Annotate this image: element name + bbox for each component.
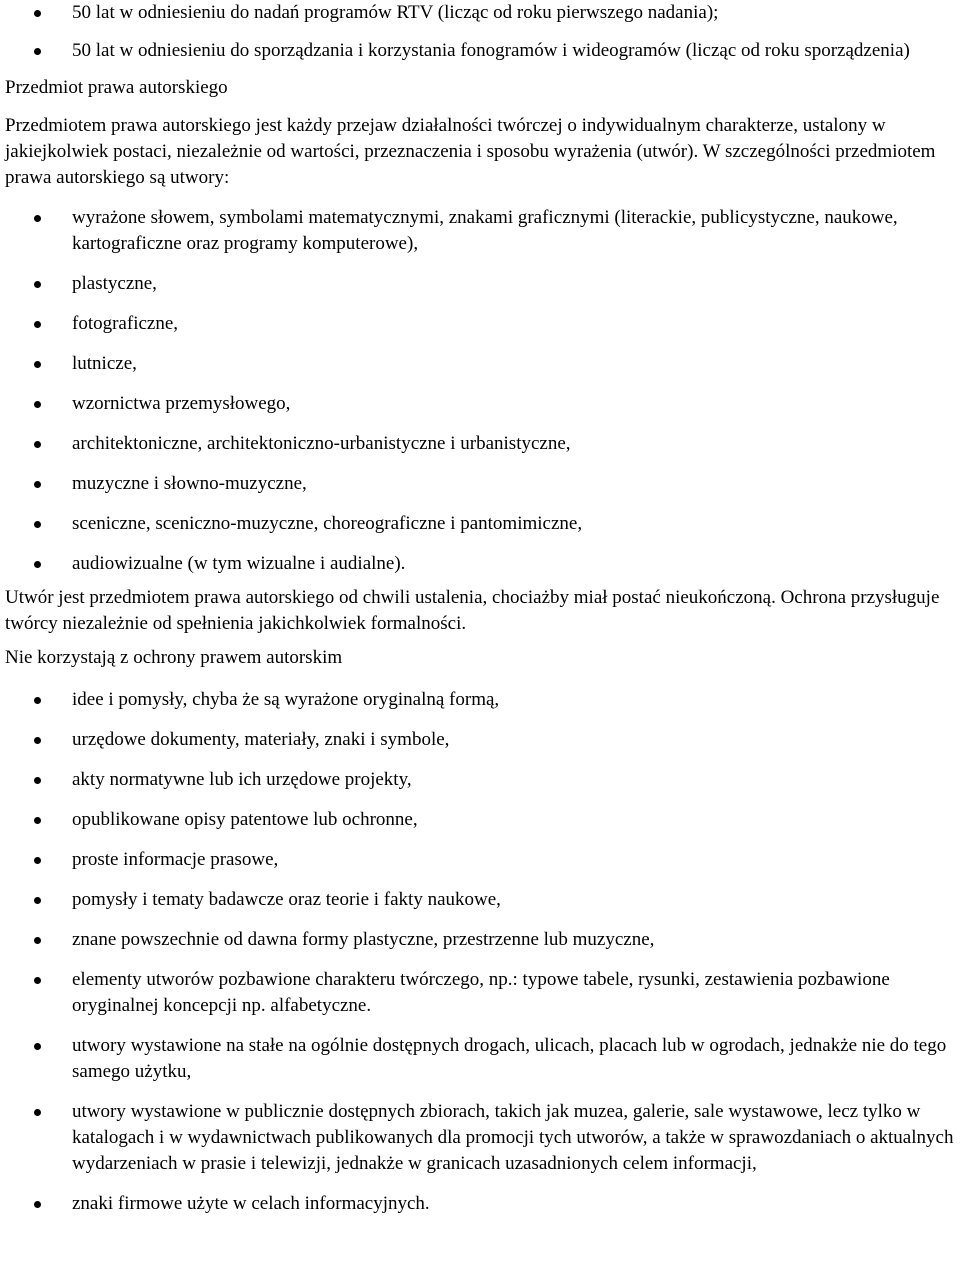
list-item-text: fotograficzne, [72,313,179,334]
list-item [0,0,960,26]
list-item-text: wzornictwa przemysłowego, [72,393,291,414]
list-item-text: sceniczne, sceniczno-muzyczne, choreograficzne i pantomimiczne, [72,513,583,534]
bullet-icon [34,817,41,824]
list-item [0,391,960,417]
bullet-icon [34,697,41,704]
list-item [0,767,960,793]
list-item-text: lutnicze, [72,353,137,374]
bullet-icon [34,561,41,568]
list-item-text: muzyczne i słowno-muzyczne, [72,473,307,494]
list-item-text: wyrażone słowem, symbolami matematycznymi, znakami graficznymi (literackie, publicystyczne, naukowe, kartograficzne oraz programy komputerowe), [72,207,898,254]
list-item [0,38,960,64]
bullet-icon [34,361,41,368]
bullet-icon [34,481,41,488]
list-item-text: urzędowe dokumenty, materiały, znaki i symbole, [72,729,450,750]
retention-periods-list [0,0,960,64]
list-item [0,351,960,377]
section-heading-excluded: Nie korzystają z ochrony prawem autorskim [5,647,343,668]
list-item [0,1099,960,1177]
list-item [0,807,960,833]
bullet-icon [34,977,41,984]
list-item [0,431,960,457]
bullet-icon [34,1109,41,1116]
list-item [0,551,960,577]
list-item [0,887,960,913]
bullet-icon [34,10,41,17]
list-item-text: architektoniczne, architektoniczno-urbanistyczne i urbanistyczne, [72,433,571,454]
works-list [0,205,960,577]
list-item [0,471,960,497]
list-item-text: elementy utworów pozbawione charakteru twórczego, np.: typowe tabele, rysunki, zestawienia pozbawione oryginalnej koncepcji np. alfabetyczne. [72,969,890,1016]
list-item [0,271,960,297]
bullet-icon [34,401,41,408]
list-item [0,1191,960,1217]
section-heading-subject: Przedmiot prawa autorskiego [5,77,228,98]
bullet-icon [34,777,41,784]
list-item [0,727,960,753]
paragraph-subject: Przedmiotem prawa autorskiego jest każdy przejaw działalności twórczej o indywidualnym charakterze, ustalony w jakiejkolwiek postaci, niezależnie od wartości, przeznaczenia i sposobu wyrażenia (utwór). W szczególności przedmiotem prawa autorskiego są utwory: [5,115,936,188]
list-item-text: akty normatywne lub ich urzędowe projekty, [72,769,412,790]
bullet-icon [34,937,41,944]
list-item-text: audiowizualne (w tym wizualne i audialne). [72,553,406,574]
bullet-icon [34,737,41,744]
list-item [0,1033,960,1085]
list-item-text: znaki firmowe użyte w celach informacyjnych. [72,1193,430,1214]
list-item [0,511,960,537]
list-item [0,687,960,713]
bullet-icon [34,215,41,222]
bullet-icon [34,441,41,448]
bullet-icon [34,1043,41,1050]
list-item [0,967,960,1019]
bullet-icon [34,321,41,328]
list-item-text: pomysły i tematy badawcze oraz teorie i fakty naukowe, [72,889,501,910]
paragraph-protection: Utwór jest przedmiotem prawa autorskiego od chwili ustalenia, chociażby miał postać nieukończoną. Ochrona przysługuje twórcy niezależnie od spełnienia jakichkolwiek formalności. [5,587,940,634]
bullet-icon [34,897,41,904]
list-item [0,847,960,873]
bullet-icon [34,281,41,288]
list-item-text: 50 lat w odniesieniu do nadań programów RTV (licząc od roku pierwszego nadania); [72,2,719,23]
list-item-text: utwory wystawione w publicznie dostępnych zbiorach, takich jak muzea, galerie, sale wystawowe, lecz tylko w katalogach i w wydawnictwach publikowanych dla promocji tych utworów, a także w sprawozdaniach o aktualnych wydarzeniach w prasie i telewizji, jednakże w granicach uzasadnionych celem informacji, [72,1101,954,1174]
bullet-icon [34,48,41,55]
list-item-text: idee i pomysły, chyba że są wyrażone oryginalną formą, [72,689,500,710]
bullet-icon [34,857,41,864]
list-item-text: znane powszechnie od dawna formy plastyczne, przestrzenne lub muzyczne, [72,929,655,950]
list-item [0,311,960,337]
list-item [0,205,960,257]
bullet-icon [34,521,41,528]
list-item-text: 50 lat w odniesieniu do sporządzania i korzystania fonogramów i wideogramów (licząc od roku sporządzenia) [72,40,910,61]
list-item-text: opublikowane opisy patentowe lub ochronne, [72,809,418,830]
list-item [0,927,960,953]
list-item-text: utwory wystawione na stałe na ogólnie dostępnych drogach, ulicach, placach lub w ogrodach, jednakże nie do tego samego użytku, [72,1035,947,1082]
list-item-text: plastyczne, [72,273,157,294]
list-item-text: proste informacje prasowe, [72,849,279,870]
excluded-list [0,687,960,1217]
bullet-icon [34,1201,41,1208]
